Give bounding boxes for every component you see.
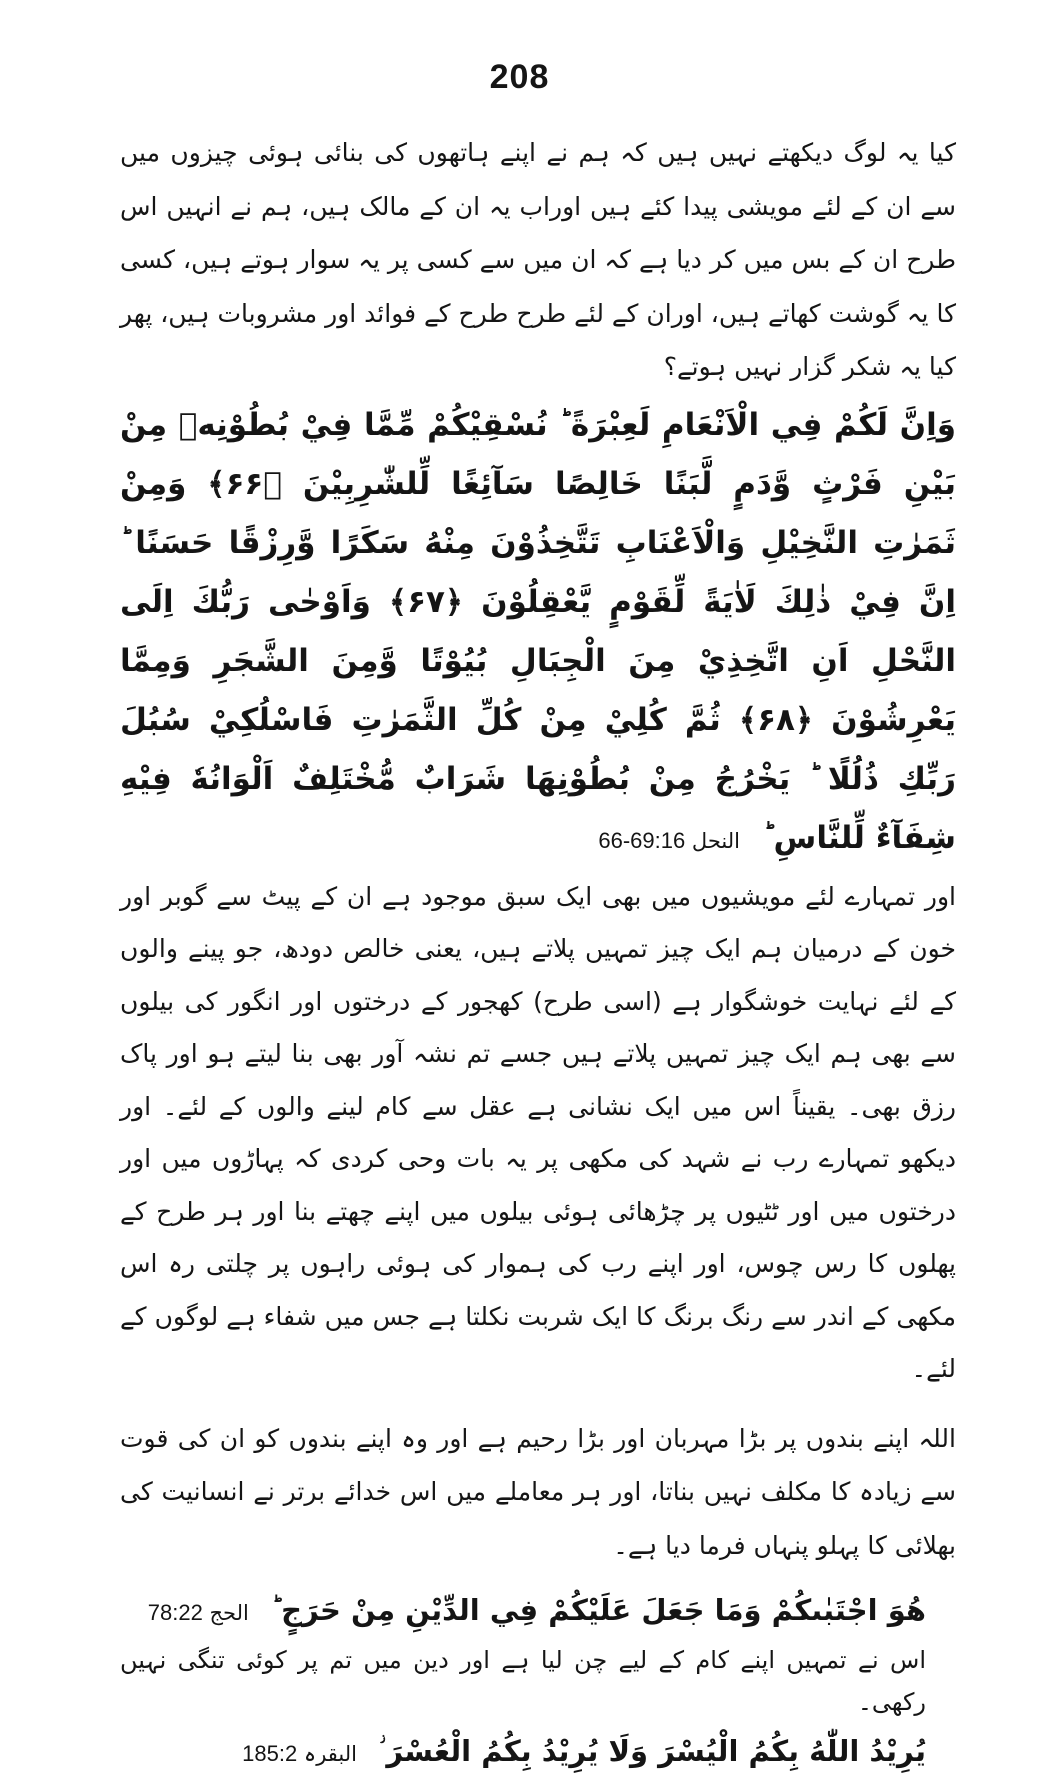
- page-body: [120, 126, 956, 1778]
- verse-number: 78:22: [147, 1600, 203, 1625]
- quran-verse-al-hajj: [120, 1584, 926, 1639]
- urdu-paragraph-mercy: اللہ اپنے بندوں پر بڑا مہربان اور بڑا رحیم ہے اور وہ اپنے بندوں کو ان کی قوت سے زیادہ کا مکلف نہیں بناتا، اور ہر معاملے میں اس خدائے برتر نے انسانیت کی بھلائی کا پہلو پنہاں فرما دیا ہے۔: [120, 1423, 956, 1560]
- verse-reference: [242, 1730, 357, 1778]
- surah-name: النحل: [691, 828, 740, 853]
- quran-verse-al-baqarah: [120, 1727, 926, 1778]
- verse-reference: [598, 811, 740, 871]
- verse-number: 66-69:16: [598, 827, 686, 853]
- verse-number: 185:2: [242, 1741, 298, 1766]
- surah-name: الحج: [209, 1601, 249, 1625]
- quran-verse-text: وَاِنَّ لَكُمْ فِي الْاَنْعَامِ لَعِبْرَةً ؕ نُسْقِيْكُمْ مِّمَّا فِيْ بُطُوْنِهٖ مِنْ بَيْنِ فَرْثٍ وَّدَمٍ لَّبَنًا خَالِصًا سَآئِغًا لِّلشّٰرِبِيْنَ ﴿۶۶﴾ وَمِنْ ثَمَرٰتِ النَّخِيْلِ وَالْاَعْنَابِ تَتَّخِذُوْنَ مِنْهُ سَكَرًا وَّرِزْقًا حَسَنًا ؕ اِنَّ فِيْ ذٰلِكَ لَاٰيَةً لِّقَوْمٍ يَّعْقِلُوْنَ ﴿۶۷﴾ وَاَوْحٰى رَبُّكَ اِلَى النَّحْلِ اَنِ اتَّخِذِيْ مِنَ الْجِبَالِ بُيُوْتًا وَّمِنَ الشَّجَرِ وَمِمَّا يَعْرِشُوْنَ ﴿۶۸﴾ ثُمَّ كُلِيْ مِنْ كُلِّ الثَّمَرٰتِ فَاسْلُكِيْ سُبُلَ رَبِّكِ ذُلُلًا ؕ يَخْرُجُ مِنْ بُطُوْنِهَا شَرَابٌ مُّخْتَلِفٌ اَلْوَانُهٗ فِيْهِ شِفَآءٌ لِّلنَّاسِ ؕ: [120, 406, 956, 856]
- page-number: 208: [489, 58, 550, 96]
- surah-name: البقرہ: [303, 1742, 357, 1766]
- urdu-paragraph-translation: اور تمہارے لئے مویشیوں میں بھی ایک سبق موجود ہے ان کے پیٹ سے گوبر اور خون کے درمیان ہم ایک چیز تمہیں پلاتے ہیں، یعنی خالص دودھ، جو پینے والوں کے لئے نہایت خوشگوار ہے (اسی طرح) کھجور کے درختوں اور انگور کی بیلوں سے بھی ہم ایک چیز تمہیں پلاتے ہیں جسے تم نشہ آور بھی بنا لیتے ہو اور پاک رزق بھی۔ یقیناً اس میں ایک نشانی ہے عقل سے کام لینے والوں کے لئے۔ اور دیکھو تمہارے رب نے شہد کی مکھی پر یہ بات وحی کردی کہ پہاڑوں میں اور درختوں میں اور ٹٹیوں پر چڑھائی ہوئی بیلوں میں اپنے چھتے بنا اور ہر طرح کے پھلوں کا رس چوس، اور اپنے رب کی ہموار کی ہوئی راہوں پر چلتی رہ اس مکھی کے اندر سے رنگ برنگ کا ایک شربت نکلتا ہے جس میں شفاء ہے لوگوں کے لئے۔: [120, 881, 956, 1383]
- urdu-translation-al-hajj: اس نے تمہیں اپنے کام کے لیے چن لیا ہے اور دین میں تم پر کوئی تنگی نہیں رکھی۔: [120, 1646, 926, 1716]
- urdu-paragraph-livestock: کیا یہ لوگ دیکھتے نہیں ہیں کہ ہم نے اپنے ہاتھوں کی بنائی ہوئی چیزوں میں سے ان کے لئے مویشی پیدا کئے ہیں اوراب یہ ان کے مالک ہیں، ہم نے انہیں اس طرح ان کے بس میں کر دیا ہے کہ ان میں سے کسی پر یہ سوار ہوتے ہیں، کسی کا یہ گوشت کھاتے ہیں، اوران کے لئے طرح طرح کے فوائد اور مشروبات ہیں، پھر کیا یہ شکر گزار نہیں ہوتے؟: [120, 138, 956, 381]
- quran-verse-text: هُوَ اجْتَبٰىكُمْ وَمَا جَعَلَ عَلَيْكُمْ فِي الدِّيْنِ مِنْ حَرَجٍ ؕ: [270, 1593, 926, 1627]
- verse-reference: [148, 1587, 249, 1639]
- quran-verse-an-nahl: [120, 396, 956, 871]
- quran-verse-text: يُرِيْدُ اللّٰهُ بِكُمُ الْيُسْرَ وَلَا يُرِيْدُ بِكُمُ الْعُسْرَ ؗ: [379, 1734, 926, 1768]
